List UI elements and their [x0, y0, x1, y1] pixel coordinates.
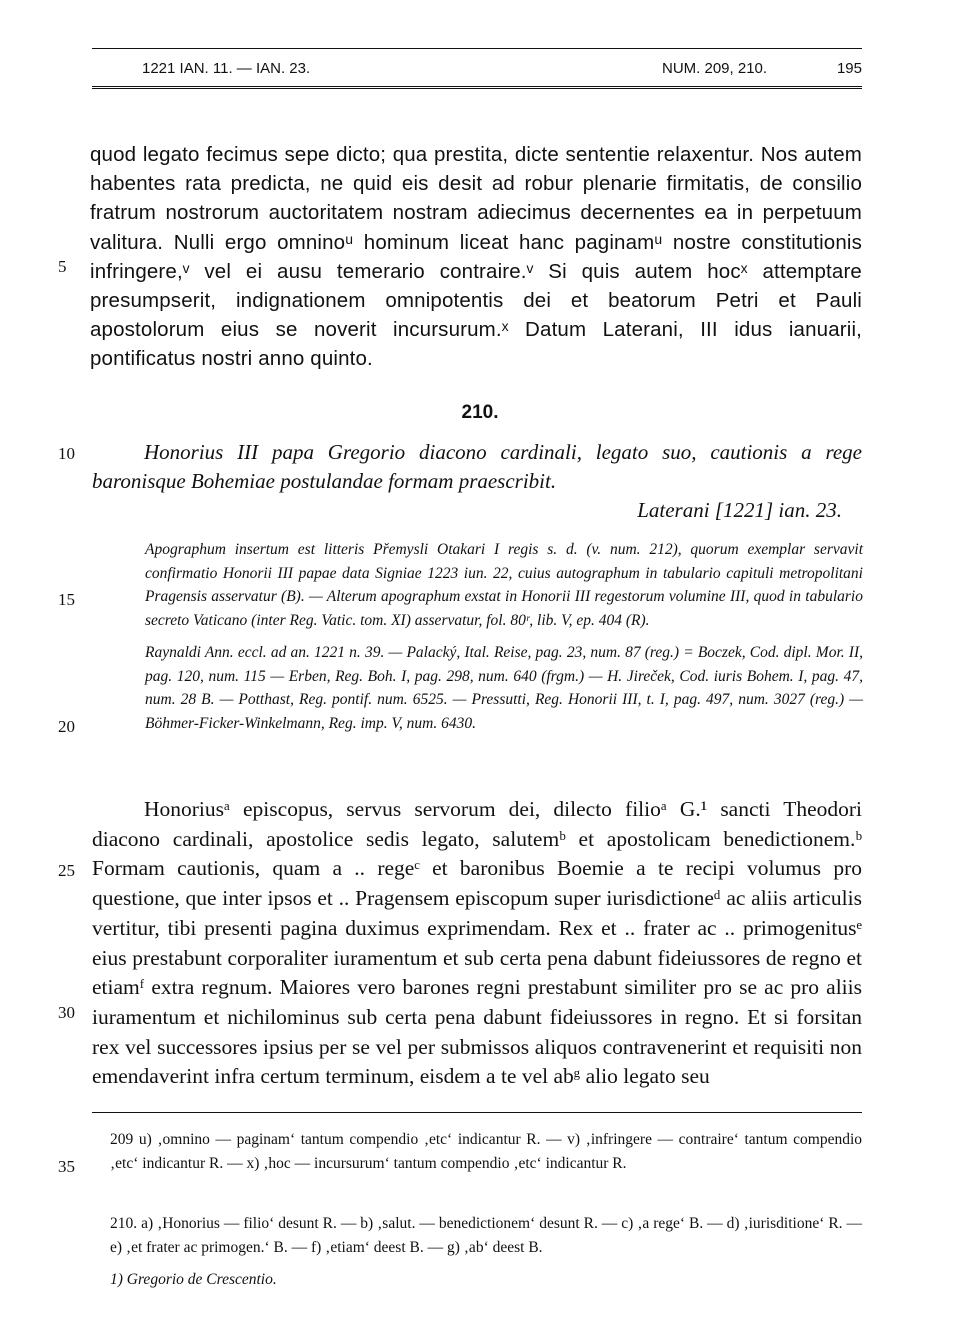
footnote-209-text: 209 u) ‚omnino — paginam‘ tantum compendio ‚etc‘ indicantur R. — v) ‚infringere — contraire‘ tantum compendio ‚etc‘ indicantur R. — x) ‚hoc — incursurum‘ tantum compendio ‚etc‘ indicantur R.: [110, 1131, 862, 1172]
line-number: 20: [58, 717, 75, 736]
doc210-text-block: [92, 795, 862, 1092]
header-doc-numbers: NUM. 209, 210.: [662, 60, 768, 77]
line-number: 30: [58, 1003, 75, 1022]
doc209-text-block: [90, 140, 862, 374]
footnote-210: [110, 1212, 862, 1260]
regest-line-2: baronisque Bohemiae postulandae formam praescribit.: [92, 469, 557, 493]
header-date-range: 1221 IAN. 11. — IAN. 23.: [142, 60, 311, 77]
place-date: Laterani [1221] ian. 23.: [637, 498, 842, 522]
footnote-rule: [92, 1112, 862, 1113]
doc209-text: quod legato fecimus sepe dicto; qua prestita, dicte sententie relaxentur. Nos autem habentes rata predicta, ne quid eis desit ad robur plenarie firmitatis, de consilio fratrum nostrorum auctoritatem nostram adiecimus decernentes ea in perpetuum valitura. Nulli ergo omninoᵘ hominum liceat hanc paginamᵘ nostre constitutionis infringere,ᵛ vel ei ausu temerario contraire.ᵛ Si quis autem hocˣ attemptare presumpserit, indignationem omnipotentis dei et beatorum Petri et Pauli apostolorum eius se noverit incursurum.ˣ Datum Laterani, III idus ianuarii, pontificatus nostri anno quinto.: [90, 143, 862, 371]
line-number: 35: [58, 1157, 75, 1176]
manuscript-sources: Apographum insertum est litteris Přemysli Otakari I regis s. d. (v. num. 212), quorum exemplar servavit confirmatio Honorii III papae data Signiae 1223 iun. 22, cuius autographum in tabulario capituli metropolitani Pragensis asservatur (B). — Alterum apographum exstat in Honorii III regestorum volumine III, quod in tabulario secreto Vaticano (inter Reg. Vatic. tom. XI) asservatur, fol. 80ʳ, lib. V, ep. 404 (R).: [145, 541, 863, 630]
literature-references: Raynaldi Ann. eccl. ad an. 1221 n. 39. — Palacký, Ital. Reise, pag. 23, num. 87 (reg.) = Boczek, Cod. dipl. Mor. II, pag. 120, num. 115 — Erben, Reg. Boh. I, pag. 298, num. 640 (frgm.) — H. Jireček, Cod. iuris Bohem. I, pag. 47, num. 28 B. — Potthast, Reg. pontif. num. 6525. — Pressutti, Reg. Honorii III, t. I, pag. 497, num. 3027 (reg.) — Böhmer-Ficker-Winkelmann, Reg. imp. V, num. 6430.: [145, 643, 863, 732]
footnote-210-text: 210. a) ‚Honorius — filio‘ desunt R. — b) ‚salut. — benedictionem‘ desunt R. — c) ‚a rege‘ B. — d) ‚iurisditione‘ R. — e) ‚et frater ac primogen.‘ B. — f) ‚etiam‘ deest B. — g) ‚ab‘ deest B.: [110, 1215, 862, 1256]
regest-line-1: Honorius III papa Gregorio diacono cardinali, legato suo, cautionis a rege: [144, 440, 862, 464]
doc210-sources-block: [145, 538, 863, 736]
footnote-209: [110, 1128, 862, 1176]
header-rule-bottom: [92, 86, 862, 89]
doc210-number: 210.: [461, 402, 499, 423]
doc210-regest: [92, 438, 862, 525]
line-number: 5: [58, 257, 67, 276]
running-header: [92, 60, 862, 84]
header-rule-top: [92, 48, 862, 49]
footnote-1-text: 1) Gregorio de Crescentio.: [110, 1271, 277, 1288]
line-number: 25: [58, 861, 75, 880]
doc210-text: Honoriusᵃ episcopus, servus servorum dei, dilecto filioᵃ G.¹ sancti Theodori diacono cardinali, apostolice sedis legato, salutemᵇ et apostolicam benedictionem.ᵇ Formam cautionis, quam a .. regeᶜ et baronibus Boemie a te recipi volumus pro questione, que inter ipsos et .. Pragensem episcopum super iurisdictioneᵈ ac aliis articulis vertitur, tibi presenti pagina duximus exprimendam. Rex et .. frater ac .. primogenitusᵉ eius prestabunt corporaliter iuramentum et sub certa pena dabunt fideiussores de regno et etiamᶠ extra regnum. Maiores vero barones regni prestabunt similiter pro se ac pro aliis iuramentum et nichilominus sub certa pena dabunt fideiussores in regno. Et si forsitan rex vel successores ipsius per se vel per submissos aliquos contravenerint et requisiti non emendaverint infra certum terminum, eisdem a te vel abᵍ alio legato seu: [92, 797, 862, 1089]
page-number: 195: [836, 60, 862, 77]
line-number: 15: [58, 590, 75, 609]
line-number: 10: [58, 444, 75, 463]
footnote-1: [110, 1268, 862, 1292]
